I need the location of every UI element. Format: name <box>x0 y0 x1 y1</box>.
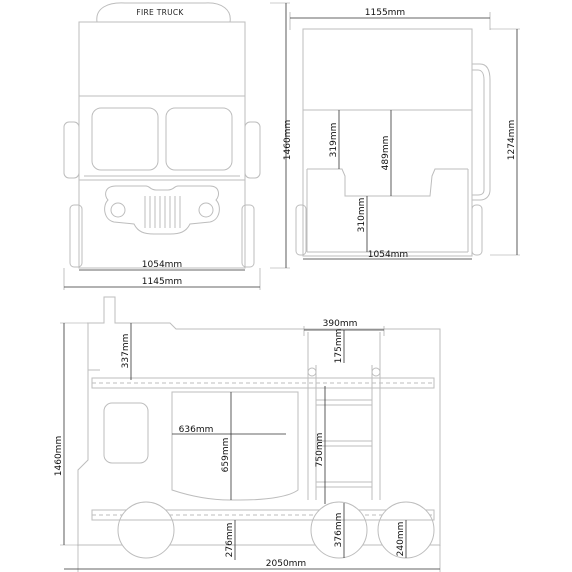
bed-clearance-dim: 276mm <box>225 522 235 558</box>
front-view <box>64 3 293 290</box>
ladder-top-height-dim: 175mm <box>334 328 344 364</box>
window-width-dim: 636mm <box>178 425 214 435</box>
side-view-small <box>290 8 520 260</box>
window-height-dim: 659mm <box>221 437 231 473</box>
ladder-top-width-dim: 390mm <box>322 319 358 329</box>
side-guard-height-dim: 319mm <box>329 122 339 158</box>
wheel-small-dim: 240mm <box>396 521 406 557</box>
total-length-dim: 2050mm <box>265 559 307 569</box>
front-guard-left <box>64 122 79 178</box>
side-bottom-width-dim: 1054mm <box>367 250 409 260</box>
front-body <box>79 22 245 268</box>
side-view-large <box>54 297 440 572</box>
front-height-dim: 1460mm <box>283 119 293 161</box>
cab-top-dim: 337mm <box>121 333 131 369</box>
cab-window <box>104 403 148 463</box>
fire-truck-label: FIRE TRUCK <box>136 8 184 17</box>
side-handle <box>472 64 490 200</box>
front-outer-width-dim: 1145mm <box>141 277 183 287</box>
front-guard-right <box>245 122 260 178</box>
wheel-height-dim: 376mm <box>334 512 344 548</box>
front-window-right <box>166 108 232 170</box>
side-lower-height-dim: 310mm <box>357 197 367 233</box>
front-grille <box>105 186 220 234</box>
front-inner-width-dim: 1054mm <box>141 260 183 270</box>
side-top-width-dim: 1155mm <box>364 8 406 18</box>
lower-opening <box>172 392 298 500</box>
side-total-height-dim: 1274mm <box>507 119 517 161</box>
front-window-left <box>92 108 158 170</box>
side-cut-height-dim: 489mm <box>381 135 391 171</box>
front-leg-left <box>70 205 82 267</box>
wheel-front <box>118 502 174 558</box>
front-leg-right <box>242 205 254 267</box>
ladder-height-dim: 750mm <box>315 432 325 468</box>
total-height-dim: 1460mm <box>54 435 64 477</box>
